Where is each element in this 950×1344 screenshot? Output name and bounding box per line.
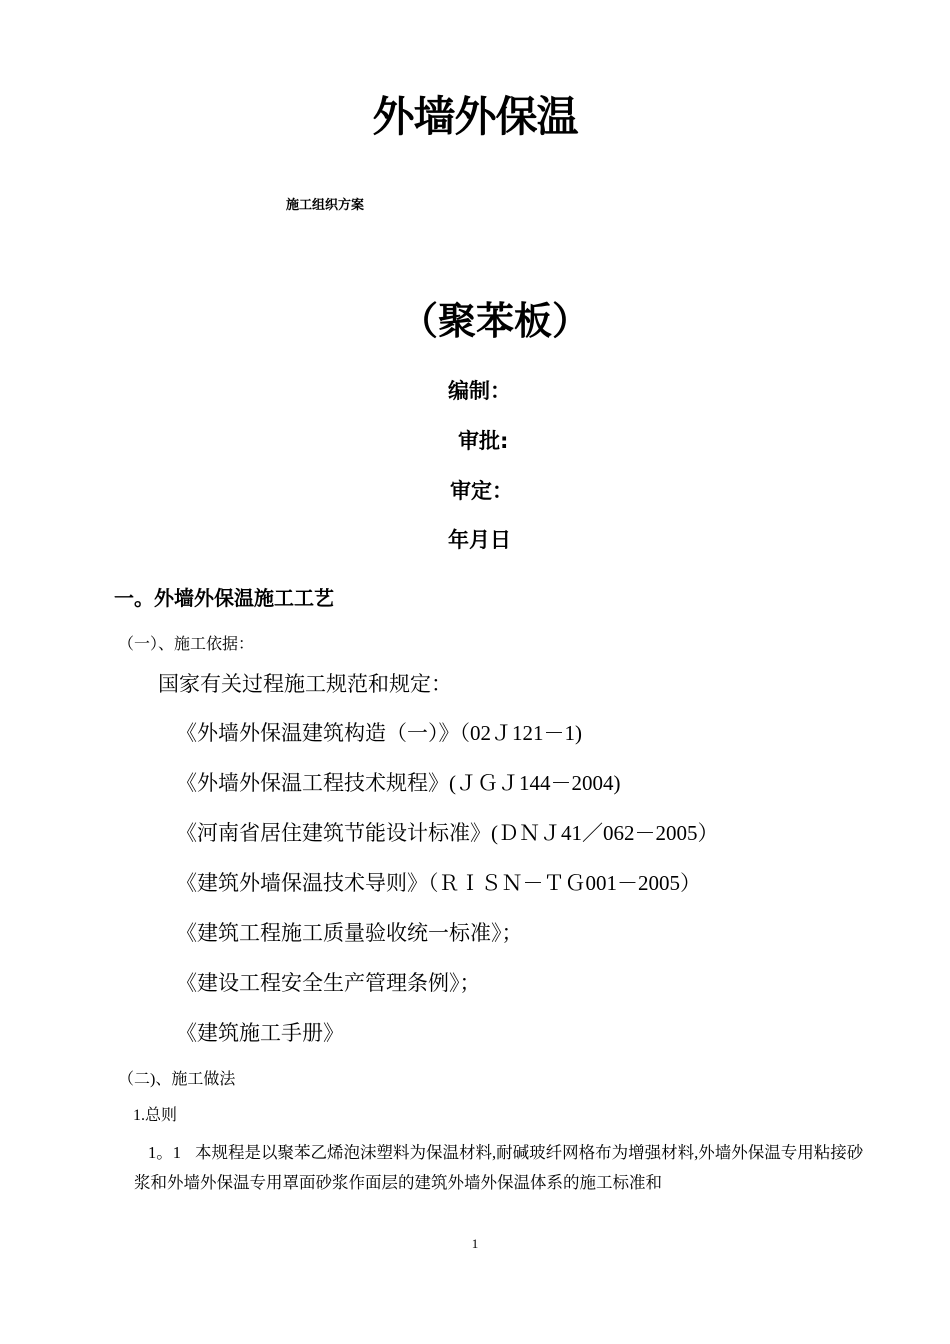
reference-item: 《建设工程安全生产管理条例》；	[176, 971, 481, 995]
compiled-by-label: 编制：	[448, 379, 511, 403]
document-subtitle: 施工组织方案	[286, 198, 365, 213]
page-number: 1	[471, 1236, 479, 1251]
basis-intro: 国家有关过程施工规范和规定：	[158, 672, 452, 696]
reference-item: 《河南省居住建筑节能设计标准》(ＤＮＪ41／062－2005）	[176, 821, 719, 845]
document-title: 外墙外保温	[372, 92, 578, 141]
subsection-heading-basis: （一）、施工依据：	[118, 636, 255, 653]
material-title: （聚苯板）	[399, 299, 590, 343]
reference-item: 《外墙外保温工程技术规程》(ＪＧＪ144－2004)	[176, 771, 621, 795]
subsection-heading-method: （二)、施工做法	[118, 1071, 236, 1088]
verified-by-label: 审定：	[450, 479, 513, 503]
date-label: 年月日	[448, 528, 511, 552]
clause-paragraph	[134, 1138, 864, 1198]
approved-by-label: 审批:	[458, 429, 509, 453]
reference-item: 《外墙外保温建筑构造（一）》（02Ｊ121－1)	[176, 721, 582, 745]
reference-item: 《建筑外墙保温技术导则》（ＲＩＳＮ－ＴＧ001－2005）	[176, 871, 701, 895]
clause-number: 1。1	[148, 1143, 181, 1162]
clause-text: 本规程是以聚苯乙烯泡沫塑料为保温材料,耐碱玻纤网格布为增强材料,外墙外保温专用粘接砂浆和外墙外保温专用罩面砂浆作面层的建筑外墙外保温体系的施工标准和	[134, 1143, 864, 1192]
general-heading: 1.总则	[133, 1107, 178, 1124]
section-heading: 一。外墙外保温施工工艺	[114, 588, 334, 610]
reference-item: 《建筑施工手册》	[176, 1021, 344, 1045]
reference-item: 《建筑工程施工质量验收统一标准》；	[176, 921, 523, 945]
